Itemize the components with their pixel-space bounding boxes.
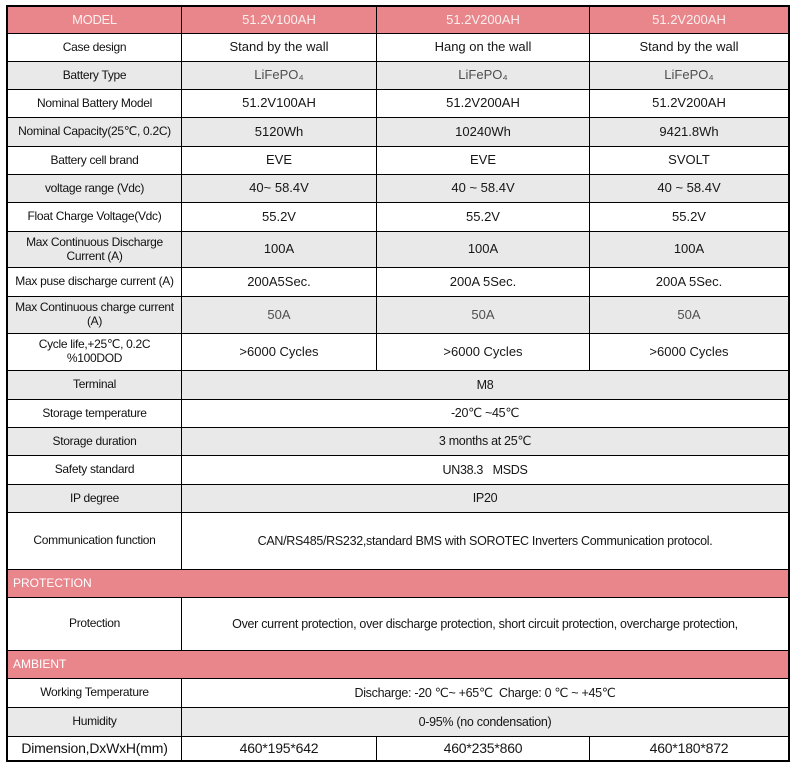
row-label: Nominal Battery Model: [8, 90, 182, 118]
row-label: Battery Type: [8, 62, 182, 90]
cell-value: >6000 Cycles: [377, 334, 590, 371]
cell-value: 50A: [590, 297, 788, 334]
cell-value: 460*180*872: [590, 737, 788, 760]
column-header-2: 51.2V200AH: [377, 7, 590, 34]
row-label: Dimension,DxWxH(mm): [8, 737, 182, 760]
cell-value: 55.2V: [377, 203, 590, 232]
table-row-max-discharge: [8, 232, 788, 268]
table-row-float-charge: [8, 203, 788, 232]
row-label: Safety standard: [8, 456, 182, 485]
cell-value-merged: -20℃ ~45℃: [182, 400, 788, 428]
cell-value: 55.2V: [182, 203, 377, 232]
row-label: Max Continuous charge current (A): [8, 297, 182, 334]
section-band-ambient: [8, 651, 788, 679]
cell-value: 100A: [590, 232, 788, 268]
row-label: Case design: [8, 34, 182, 62]
cell-value: Hang on the wall: [377, 34, 590, 62]
cell-value: 50A: [182, 297, 377, 334]
cell-value: 51.2V200AH: [377, 90, 590, 118]
cell-value: 40 ~ 58.4V: [377, 175, 590, 203]
cell-value: Stand by the wall: [182, 34, 377, 62]
row-label: Battery cell brand: [8, 147, 182, 175]
row-label: Protection: [8, 598, 182, 651]
section-band-label: PROTECTION: [8, 570, 788, 598]
table-row-cycle-life: [8, 334, 788, 371]
cell-value: Stand by the wall: [590, 34, 788, 62]
cell-value: LiFePO₄: [377, 62, 590, 90]
table-row-safety-standard: [8, 456, 788, 485]
cell-value: 40 ~ 58.4V: [590, 175, 788, 203]
cell-value: 51.2V100AH: [182, 90, 377, 118]
table-row-cell-brand: [8, 147, 788, 175]
cell-value-merged: Discharge: -20 ℃~ +65℃ Charge: 0 ℃ ~ +45℃: [182, 679, 788, 708]
cell-value: 200A 5Sec.: [377, 268, 590, 297]
table-row-storage-temp: [8, 400, 788, 428]
table-row-max-pulse: [8, 268, 788, 297]
row-label: Storage temperature: [8, 400, 182, 428]
cell-value: 460*235*860: [377, 737, 590, 760]
section-band-protection: [8, 570, 788, 598]
row-label: Communication function: [8, 513, 182, 570]
table-row-nominal-capacity: [8, 118, 788, 147]
cell-value-merged: UN38.3 MSDS: [182, 456, 788, 485]
row-label: Nominal Capacity(25℃, 0.2C): [8, 118, 182, 147]
row-label: Humidity: [8, 708, 182, 737]
cell-value: 200A5Sec.: [182, 268, 377, 297]
table-row-ip-degree: [8, 485, 788, 513]
cell-value-merged: M8: [182, 371, 788, 400]
table-row-voltage-range: [8, 175, 788, 203]
cell-value-merged: CAN/RS485/RS232,standard BMS with SOROTEC Inverters Communication protocol.: [182, 513, 788, 570]
table-row-battery-type: [8, 62, 788, 90]
cell-value-merged: 0-95% (no condensation): [182, 708, 788, 737]
table-header-row: [8, 7, 788, 34]
table-row-communication: [8, 513, 788, 570]
cell-value: >6000 Cycles: [590, 334, 788, 371]
row-label: Cycle life,+25℃, 0.2C %100DOD: [8, 334, 182, 371]
cell-value: >6000 Cycles: [182, 334, 377, 371]
battery-spec-table: [6, 5, 790, 762]
row-label: Terminal: [8, 371, 182, 400]
cell-value-merged: Over current protection, over discharge protection, short circuit protection, overcharge protection,: [182, 598, 788, 651]
table-row-nominal-model: [8, 90, 788, 118]
table-row-dimension: [8, 737, 788, 760]
table-row-max-charge: [8, 297, 788, 334]
row-label: Storage duration: [8, 428, 182, 456]
cell-value: EVE: [377, 147, 590, 175]
cell-value: 10240Wh: [377, 118, 590, 147]
row-label: Working Temperature: [8, 679, 182, 708]
row-label: IP degree: [8, 485, 182, 513]
row-label: voltage range (Vdc): [8, 175, 182, 203]
cell-value: 100A: [377, 232, 590, 268]
cell-value: 55.2V: [590, 203, 788, 232]
cell-value: SVOLT: [590, 147, 788, 175]
table-row-storage-duration: [8, 428, 788, 456]
cell-value-merged: IP20: [182, 485, 788, 513]
cell-value: EVE: [182, 147, 377, 175]
row-label: Max Continuous Discharge Current (A): [8, 232, 182, 268]
cell-value: 460*195*642: [182, 737, 377, 760]
cell-value: 9421.8Wh: [590, 118, 788, 147]
cell-value: 5120Wh: [182, 118, 377, 147]
row-label: Float Charge Voltage(Vdc): [8, 203, 182, 232]
cell-value: 40~ 58.4V: [182, 175, 377, 203]
row-label: Max puse discharge current (A): [8, 268, 182, 297]
cell-value: LiFePO₄: [590, 62, 788, 90]
column-header-model: MODEL: [8, 7, 182, 34]
cell-value: LiFePO₄: [182, 62, 377, 90]
cell-value: 50A: [377, 297, 590, 334]
table-row-protection: [8, 598, 788, 651]
column-header-1: 51.2V100AH: [182, 7, 377, 34]
cell-value: 200A 5Sec.: [590, 268, 788, 297]
cell-value: 100A: [182, 232, 377, 268]
table-row-working-temp: [8, 679, 788, 708]
section-band-label: AMBIENT: [8, 651, 788, 679]
column-header-3: 51.2V200AH: [590, 7, 788, 34]
table-row-case-design: [8, 34, 788, 62]
cell-value-merged: 3 months at 25℃: [182, 428, 788, 456]
table-row-terminal: [8, 371, 788, 400]
table-row-humidity: [8, 708, 788, 737]
cell-value: 51.2V200AH: [590, 90, 788, 118]
